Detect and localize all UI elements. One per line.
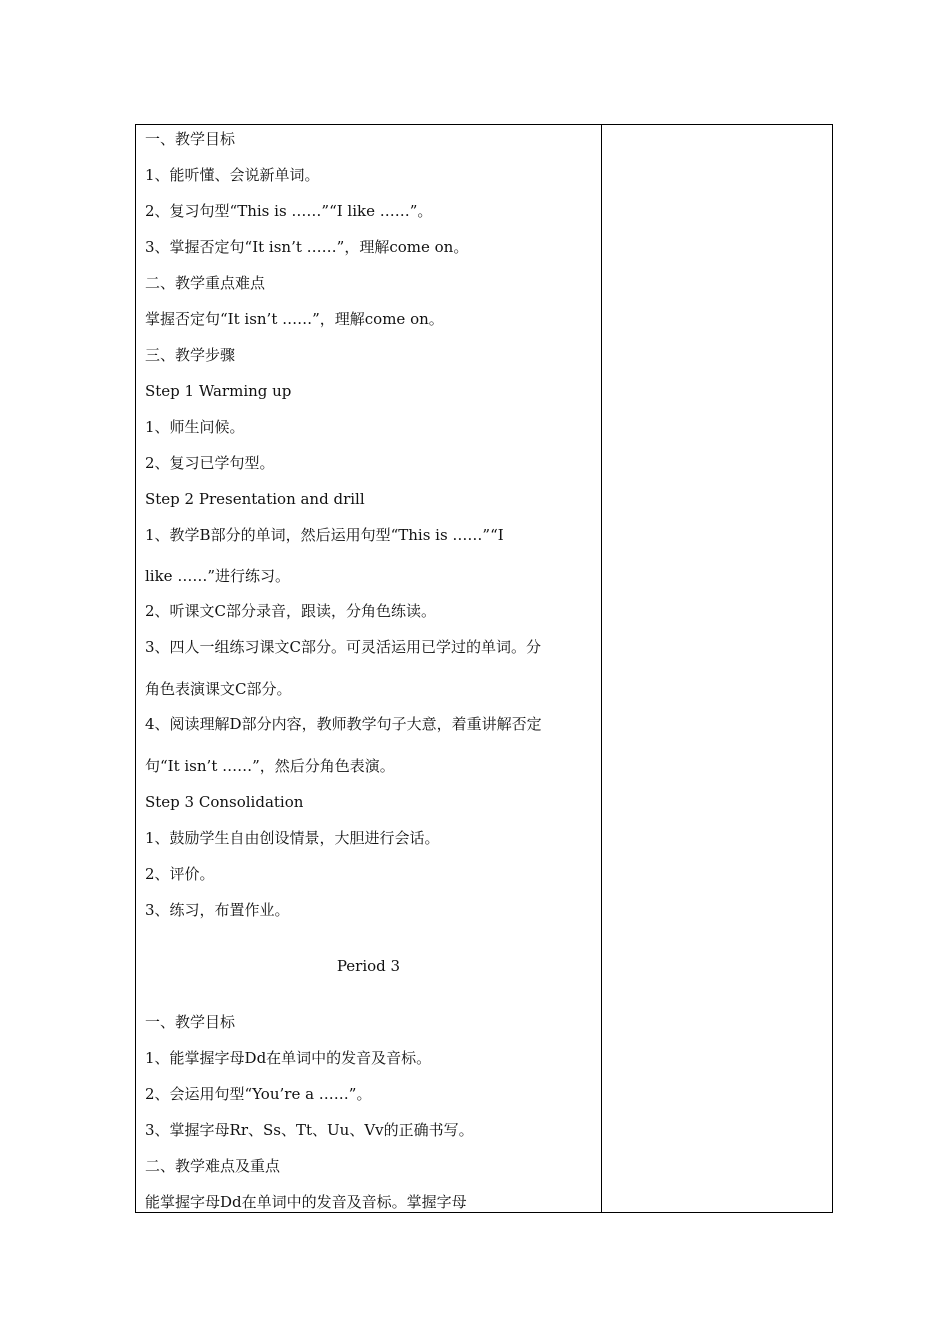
step-item: 1、鼓励学生自由创设情景，大胆进行会话。	[145, 829, 440, 847]
objective-item: 1、能掌握字母Dd在单词中的发音及音标。	[145, 1049, 432, 1067]
notes-cell	[602, 125, 834, 1212]
heading-objectives: 一、教学目标	[145, 130, 236, 148]
heading-key-points: 二、教学重点难点	[145, 274, 266, 292]
objective-item: 2、复习句型“This is ……”“I like ……”。	[145, 202, 433, 220]
step-item-continued: 角色表演课文C部分。	[145, 680, 292, 698]
period-title: Period 3	[336, 957, 401, 975]
step-item: 2、听课文C部分录音，跟读，分角色练读。	[145, 602, 437, 620]
lesson-content-cell	[136, 125, 601, 1212]
step-item: 3、练习，布置作业。	[145, 901, 290, 919]
step-item: 2、复习已学句型。	[145, 454, 275, 472]
objective-item: 1、能听懂、会说新单词。	[145, 166, 320, 184]
heading-objectives: 一、教学目标	[145, 1013, 236, 1031]
objective-item: 3、掌握字母Rr、Ss、Tt、Uu、Vv的正确书写。	[145, 1121, 474, 1139]
step-item: 1、教学B部分的单词，然后运用句型“This is ……”“I	[145, 526, 504, 544]
step-item: 1、师生问候。	[145, 418, 245, 436]
step-item: 2、评价。	[145, 865, 215, 883]
heading-key-points: 二、教学难点及重点	[145, 1157, 281, 1175]
objective-item: 2、会运用句型“You’re a ……”。	[145, 1085, 372, 1103]
lesson-plan-table	[135, 124, 833, 1213]
step-title: Step 2 Presentation and drill	[145, 490, 365, 508]
step-item-continued: 句“It isn’t ……”，然后分角色表演。	[145, 757, 395, 775]
step-title: Step 1 Warming up	[145, 382, 292, 400]
step-item: 4、阅读理解D部分内容，教师教学句子大意，着重讲解否定	[145, 715, 542, 733]
objective-item: 3、掌握否定句“It isn’t ……”，理解come on。	[145, 238, 469, 256]
step-item: 3、四人一组练习课文C部分。可灵活运用已学过的单词。分	[145, 638, 542, 656]
key-point-text: 掌握否定句“It isn’t ……”，理解come on。	[145, 310, 444, 328]
step-title: Step 3 Consolidation	[145, 793, 304, 811]
key-point-text: 能掌握字母Dd在单词中的发音及音标。掌握字母	[145, 1193, 467, 1211]
heading-steps: 三、教学步骤	[145, 346, 236, 364]
step-item-continued: like ……”进行练习。	[145, 567, 290, 585]
